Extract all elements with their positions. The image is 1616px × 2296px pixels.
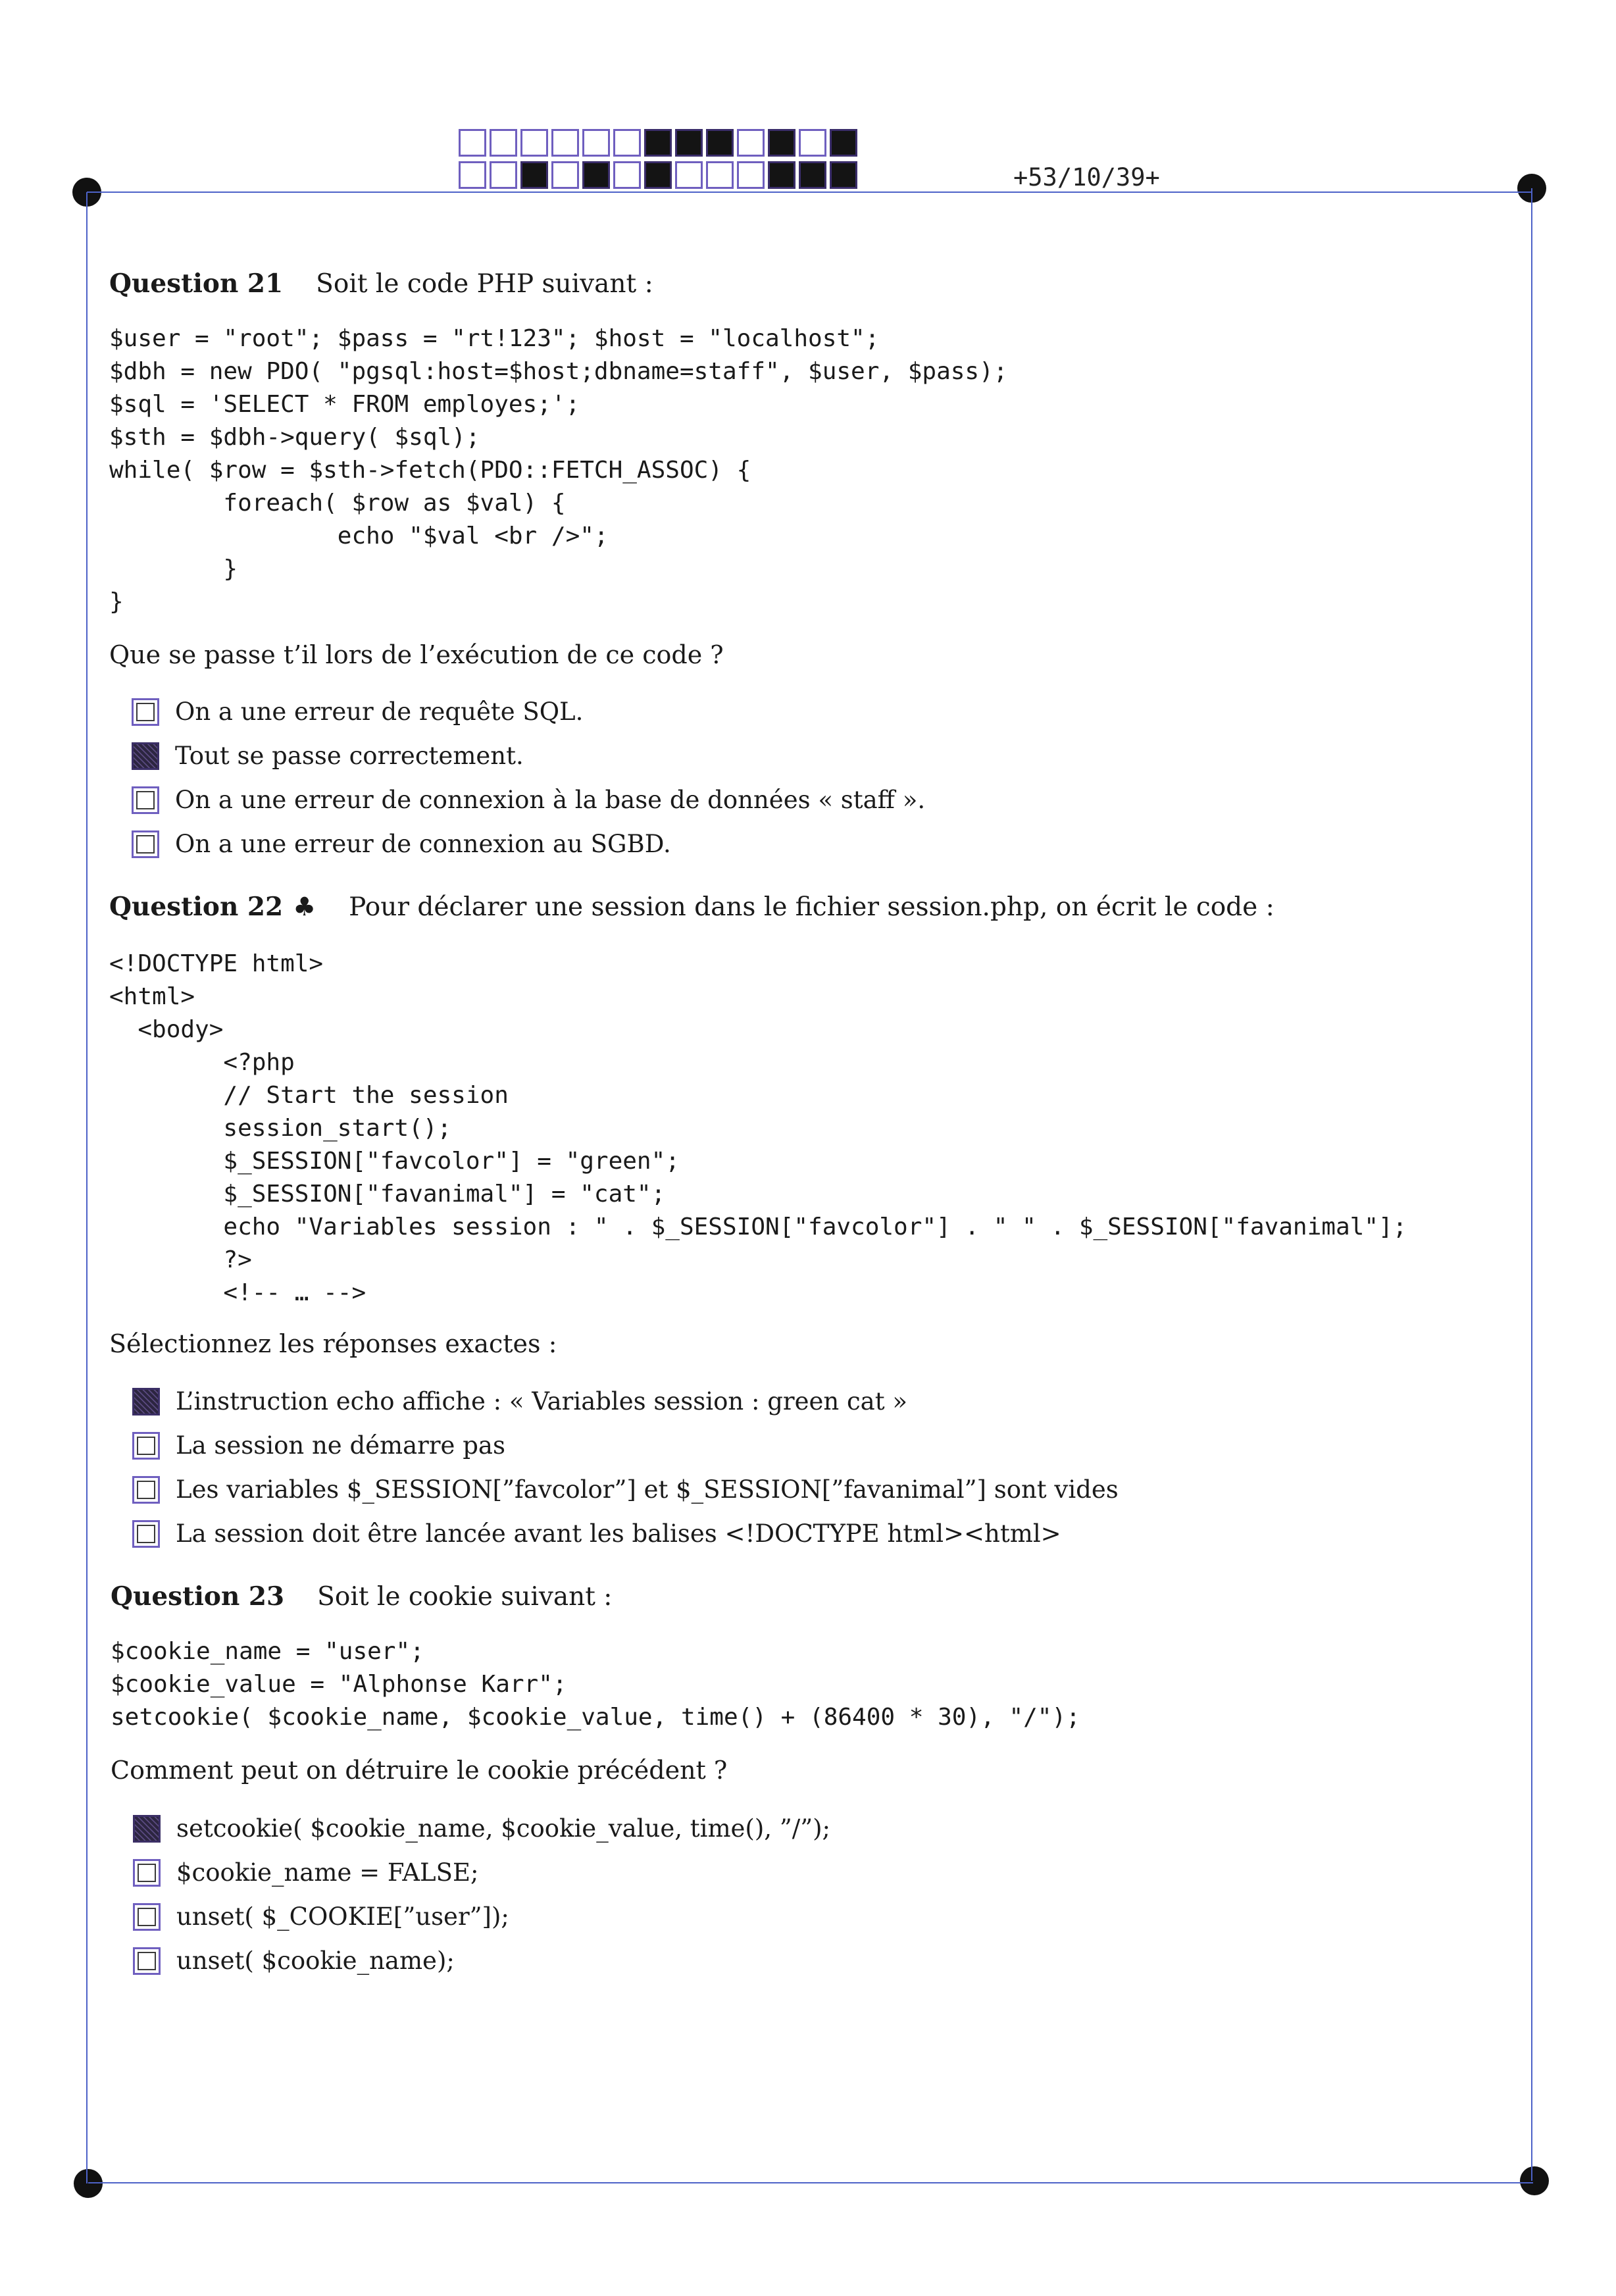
answer-option[interactable]	[132, 1512, 1119, 1556]
frame-top	[87, 191, 1532, 193]
answer-text: La session ne démarre pas	[176, 1431, 505, 1460]
code-cell	[799, 129, 826, 157]
question-prompt: Pour déclarer une session dans le fichier session.php, on écrit le code :	[349, 892, 1275, 922]
answer-option[interactable]	[132, 1379, 1119, 1423]
code-cell	[675, 129, 703, 157]
answer-text: On a une erreur de requête SQL.	[175, 698, 584, 726]
answer-text: On a une erreur de connexion au SGBD.	[175, 830, 671, 858]
answer-text: Tout se passe correctement.	[175, 742, 524, 770]
checkbox[interactable]	[132, 1476, 160, 1504]
code-cell	[459, 161, 486, 189]
checked-checkbox[interactable]	[132, 1388, 160, 1416]
code-cell	[520, 129, 548, 157]
question-21-title	[109, 268, 653, 299]
checkbox[interactable]	[133, 1859, 161, 1887]
question-21-question: Que se passe t’il lors de l’exécution de ce code ?	[109, 640, 724, 669]
code-cell	[490, 129, 517, 157]
code-cell	[768, 161, 795, 189]
answer-option[interactable]	[132, 734, 925, 778]
club-icon: ♣	[293, 892, 316, 922]
answer-text: unset( $_COOKIE[”user”]);	[176, 1902, 509, 1931]
code-cell	[582, 161, 610, 189]
answer-text: unset( $cookie_name);	[176, 1947, 455, 1975]
answer-option[interactable]	[132, 1467, 1119, 1512]
question-prompt: Soit le code PHP suivant :	[316, 269, 653, 299]
answer-text: Les variables $_SESSION[”favcolor”] et $_SESSION[”favanimal”] sont vides	[176, 1475, 1119, 1504]
code-cell	[799, 161, 826, 189]
code-cell	[551, 161, 579, 189]
code-cell	[675, 161, 703, 189]
registration-mark-bottom-right	[1520, 2166, 1549, 2195]
code-cell	[768, 129, 795, 157]
registration-mark-bottom-left	[74, 2169, 103, 2198]
answer-text: setcookie( $cookie_name, $cookie_value, time(), ”/”);	[176, 1814, 831, 1843]
checkbox[interactable]	[132, 786, 159, 814]
code-cell	[520, 161, 548, 189]
question-label: Question 22	[109, 892, 284, 922]
question-22-question: Sélectionnez les réponses exactes :	[109, 1329, 557, 1358]
frame-right	[1531, 188, 1532, 2181]
frame-bottom	[88, 2182, 1533, 2183]
code-cell	[737, 161, 765, 189]
question-22-title	[109, 892, 1275, 922]
code-cell	[830, 129, 857, 157]
code-cell	[737, 129, 765, 157]
checked-checkbox[interactable]	[133, 1815, 161, 1843]
code-cell	[490, 161, 517, 189]
answer-text: L’instruction echo affiche : « Variables session : green cat »	[176, 1387, 908, 1416]
question-21-answers	[132, 690, 925, 866]
answer-text: La session doit être lancée avant les balises <!DOCTYPE html><html>	[176, 1519, 1061, 1548]
frame-left	[86, 192, 88, 2183]
binary-code-row-2	[459, 161, 861, 189]
answer-option[interactable]	[132, 690, 925, 734]
code-cell	[644, 161, 672, 189]
question-22-answers	[132, 1379, 1119, 1556]
question-21-code: $user = "root"; $pass = "rt!123"; $host = "localhost"; $dbh = new PDO( "pgsql:host=$host;dbname=staff", $user, $pass); $sql = 'SELECT * FROM employes;'; $sth = $dbh->query( $sql); while( $row = $sth->fetch(PDO::FETCH_ASSOC) { foreach( $row as $val) { echo "$val <br />"; } }	[109, 325, 1008, 615]
checkbox[interactable]	[133, 1903, 161, 1931]
code-cell	[706, 129, 734, 157]
checkbox[interactable]	[132, 1520, 160, 1548]
answer-option[interactable]	[132, 1423, 1119, 1467]
checkbox[interactable]	[132, 830, 159, 858]
question-23-title	[111, 1581, 612, 1612]
checkbox[interactable]	[132, 1432, 160, 1460]
code-cell	[582, 129, 610, 157]
checked-checkbox[interactable]	[132, 742, 159, 770]
code-cell	[706, 161, 734, 189]
question-23-question: Comment peut on détruire le cookie précédent ?	[111, 1756, 728, 1785]
question-prompt: Soit le cookie suivant :	[317, 1582, 613, 1612]
question-label: Question 23	[111, 1581, 285, 1612]
page-id: +53/10/39+	[1013, 163, 1160, 191]
code-cell	[613, 129, 641, 157]
answer-option[interactable]	[133, 1850, 830, 1895]
answer-text: $cookie_name = FALSE;	[176, 1858, 479, 1887]
answer-option[interactable]	[133, 1806, 830, 1850]
answer-option[interactable]	[133, 1895, 830, 1939]
binary-code-row-1	[459, 129, 861, 157]
question-23-code: $cookie_name = "user"; $cookie_value = "Alphonse Karr"; setcookie( $cookie_name, $cookie_value, time() + (86400 * 30), "/");	[111, 1638, 1080, 1731]
answer-text: On a une erreur de connexion à la base de données « staff ».	[175, 786, 926, 814]
code-cell	[830, 161, 857, 189]
code-cell	[613, 161, 641, 189]
answer-option[interactable]	[133, 1939, 830, 1983]
code-cell	[644, 129, 672, 157]
question-23-answers	[133, 1806, 830, 1983]
code-cell	[459, 129, 486, 157]
answer-option[interactable]	[132, 822, 925, 866]
checkbox[interactable]	[133, 1947, 161, 1975]
question-label: Question 21	[109, 268, 284, 299]
code-cell	[551, 129, 579, 157]
question-22-code: <!DOCTYPE html> <html> <body> <?php // Start the session session_start(); $_SESSION["favcolor"] = "green"; $_SESSION["favanimal"] = "cat"; echo "Variables session : " . $_SESSION["favcolor"] . " " . $_SESSION["favanimal"]; ?> <!-- … -->	[109, 950, 1407, 1306]
checkbox[interactable]	[132, 698, 159, 726]
answer-option[interactable]	[132, 778, 925, 822]
